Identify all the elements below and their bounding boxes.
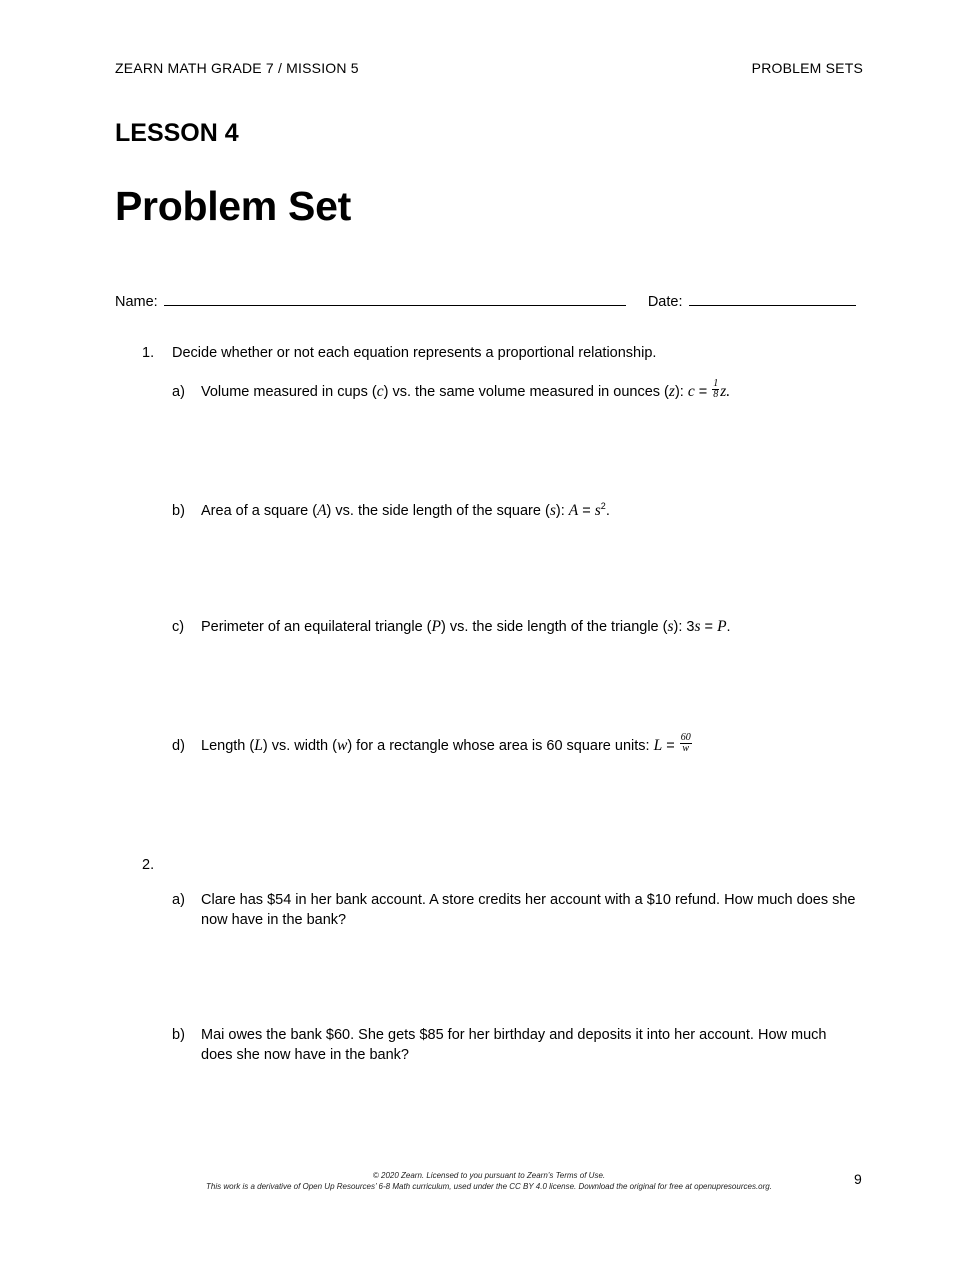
fraction-60-over-w: $\frac{60}{w}$: [680, 731, 691, 754]
footer-copyright: © 2020 Zearn. Licensed to you pursuant to Zearn’s Terms of Use.: [372, 1171, 606, 1180]
problem-prompt: Decide whether or not each equation represents a proportional relationship.: [172, 345, 657, 361]
part-label: d): [172, 738, 185, 754]
date-label: Date:: [647, 294, 683, 310]
part-label: a): [172, 384, 185, 400]
part-text: Mai owes the bank $60. She gets $85 for her birthday and deposits it into her account. How much does she now have in the bank?: [201, 1027, 827, 1063]
lesson-label: LESSON 4: [115, 119, 239, 147]
header-left: ZEARN MATH GRADE 7 / MISSION 5: [115, 60, 359, 76]
name-label: Name:: [115, 294, 158, 310]
footer-attribution: This work is a derivative of Open Up Resources’ 6-8 Math curriculum, used under the CC BY 4.0 license. Download the original for free at openupresources.org.: [206, 1182, 772, 1191]
name-date-row: [115, 291, 856, 312]
part-label: c): [172, 619, 185, 635]
part-text: [201, 731, 866, 756]
part-text: [201, 617, 866, 637]
page-title: Problem Set: [115, 183, 351, 229]
page-number: 9: [854, 1171, 862, 1187]
part-label: b): [172, 503, 185, 519]
part-text: Volume measured in cups (c) vs. the same volume measured in ounces (z): c = $\frac{1}{8}$ z.: [201, 377, 731, 400]
problem-number: 2.: [142, 857, 155, 873]
footer-license: [115, 1170, 863, 1192]
part-label: b): [172, 1027, 185, 1043]
part-text-content: Volume measured in cups (c) vs. the same volume measured in ounces (z): c =: [201, 383, 712, 400]
part-text-content: Perimeter of an equilateral triangle (P) vs. the side length of the triangle (s): 3s = P.: [201, 618, 731, 635]
part-text-content: Length (L) vs. width (w) for a rectangle whose area is 60 square units: L =: [201, 737, 679, 754]
part-label: a): [172, 892, 185, 908]
problem-number: 1.: [142, 345, 155, 361]
name-field[interactable]: [164, 291, 626, 306]
part-text: Area of a square (A) vs. the side length of the square (s): $A = s^2$.: [201, 501, 610, 519]
date-field[interactable]: [689, 291, 856, 306]
part-text-content: Area of a square (A) vs. the side length of the square (s): A = s: [201, 502, 601, 519]
fraction-one-eighth: $\frac{1}{8}$: [713, 377, 719, 400]
part-text: Clare has $54 in her bank account. A store credits her account with a $10 refund. How much does she now have in the bank?: [201, 892, 856, 928]
header-right: PROBLEM SETS: [751, 60, 863, 76]
